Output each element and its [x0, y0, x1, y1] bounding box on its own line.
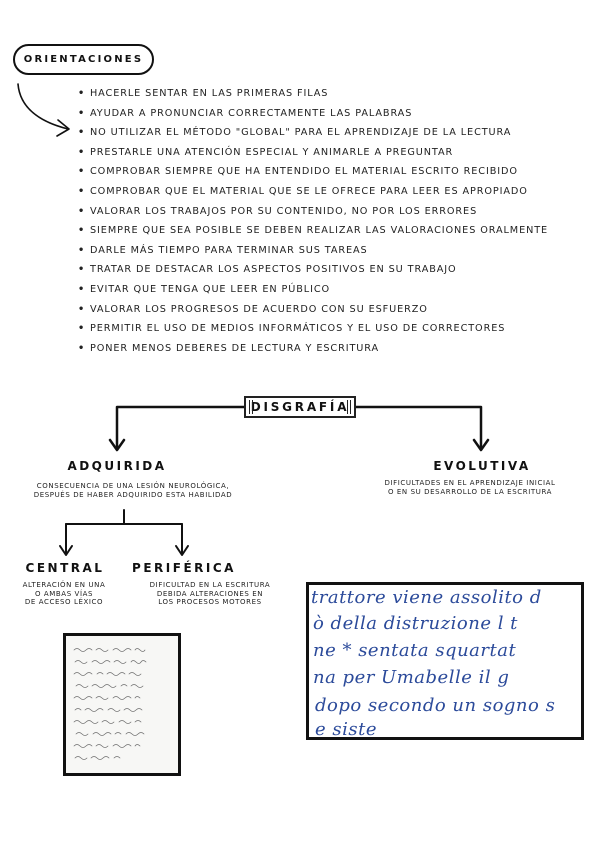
handwriting-line: e siste [315, 719, 377, 740]
periferica-description: DIFICULTAD EN LA ESCRITURA DEBIDA ALTERACIONES EN LOS PROCESOS MOTORES [149, 581, 271, 606]
orientaciones-label: ORIENTACIONES [13, 44, 154, 75]
handwriting-line: na per Umabelle il g [313, 667, 510, 688]
list-item: • VALORAR LOS PROGRESOS DE ACUERDO CON SU ESFUERZO [78, 303, 428, 315]
list-item: • AYUDAR A PRONUNCIAR CORRECTAMENTE LAS PALABRAS [78, 107, 413, 119]
periferica-heading: PERIFÉRICA [132, 561, 236, 575]
handwriting-line: trattore viene assolito d [311, 587, 542, 608]
list-item: • VALORAR LOS TRABAJOS POR SU CONTENIDO, NO POR LOS ERRORES [78, 205, 478, 217]
handwriting-line: dopo secondo un sogno s [315, 695, 556, 716]
list-item: • PRESTARLE UNA ATENCIÓN ESPECIAL Y ANIMARLE A PREGUNTAR [78, 146, 454, 158]
evolutiva-heading: EVOLUTIVA [433, 459, 531, 473]
list-item: • PERMITIR EL USO DE MEDIOS INFORMÁTICOS Y EL USO DE CORRECTORES [78, 323, 506, 335]
list-item: • COMPROBAR QUE EL MATERIAL QUE SE LE OFRECE PARA LEER ES APROPIADO [78, 185, 528, 197]
adquirida-description: CONSECUENCIA DE UNA LESIÓN NEUROLÓGICA, DESPUÉS DE HABER ADQUIRIDO ESTA HABILIDAD [33, 482, 233, 499]
list-item: • SIEMPRE QUE SEA POSIBLE SE DEBEN REALIZAR LAS VALORACIONES ORALMENTE [78, 225, 549, 237]
list-item: • COMPROBAR SIEMPRE QUE HA ENTENDIDO EL MATERIAL ESCRITO RECIBIDO [78, 166, 518, 178]
evolutiva-description: DIFICULTADES EN EL APRENDIZAJE INICIAL O EN SU DESARROLLO DE LA ESCRITURA [384, 479, 556, 496]
list-item: • NO UTILIZAR EL MÉTODO "GLOBAL" PARA EL APRENDIZAJE DE LA LECTURA [78, 127, 512, 139]
handwriting-line: ò della distruzione l t [313, 613, 518, 634]
disgrafia-title: DISGRAFÍA [244, 396, 356, 418]
central-writing-sample-image [63, 633, 181, 776]
list-item: • PONER MENOS DEBERES DE LECTURA Y ESCRITURA [78, 342, 380, 354]
list-item: • TRATAR DE DESTACAR LOS ASPECTOS POSITIVOS EN SU TRABAJO [78, 264, 457, 276]
list-item: • DARLE MÁS TIEMPO PARA TERMINAR SUS TAREAS [78, 244, 368, 256]
central-heading: CENTRAL [25, 561, 105, 575]
list-item: • EVITAR QUE TENGA QUE LEER EN PÚBLICO [78, 283, 331, 295]
list-item: • HACERLE SENTAR EN LAS PRIMERAS FILAS [78, 88, 329, 99]
handwriting-line: ne * sentata squartat [313, 640, 517, 661]
central-description: ALTERACIÓN EN UNA O AMBAS VÍAS DE ACCESO LÉXICO [22, 581, 106, 606]
adquirida-heading: ADQUIRIDA [67, 459, 167, 473]
evolutiva-handwriting-sample [306, 582, 584, 740]
